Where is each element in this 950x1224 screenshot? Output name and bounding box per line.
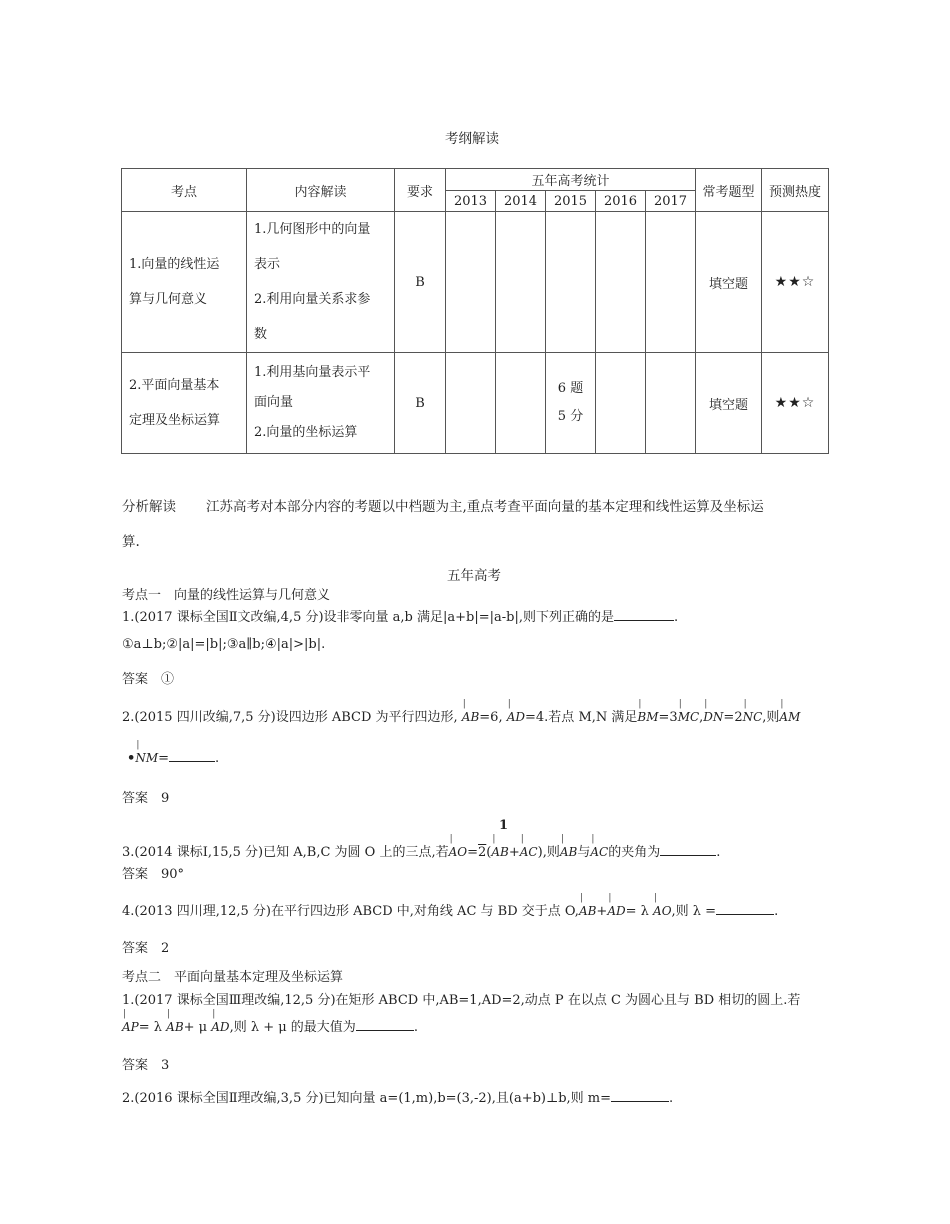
- question-2: 2.(2015 四川改编,7,5 分)设四边形 ABCD 为平行四边形, | AB=6, | AD=4.若点 M,N 满足| BM=3| MC,| DN=2| NC,则| AM: [122, 706, 800, 725]
- rating-stars: ★★☆: [762, 353, 829, 454]
- answer: 答案 90°: [122, 867, 185, 882]
- answer: 答案 3: [122, 1058, 170, 1073]
- question-2-2: 2.(2016 课标全国Ⅱ理改编,3,5 分)已知向量 a=(1,m),b=(3,-2),且(a+b)⊥b,则 m= .: [122, 1091, 674, 1106]
- question-2-1: 1.(2017 课标全国Ⅲ理改编,12,5 分)在矩形 ABCD 中,AB=1,AD=2,动点 P 在以点 C 为圆心且与 BD 相切的圆上.若: [122, 993, 801, 1008]
- question-type-cell: 填空题: [696, 353, 762, 454]
- year-cell: [496, 353, 546, 454]
- question-type-cell: 填空题: [696, 212, 762, 353]
- header-question-type: 常考题型: [696, 169, 762, 212]
- header-content: 内容解读: [247, 169, 395, 212]
- requirement-cell: B: [395, 212, 446, 353]
- answer-blank[interactable]: [169, 749, 215, 762]
- answer-blank[interactable]: [716, 902, 774, 915]
- year-cell: [546, 212, 596, 353]
- year-cell: [496, 212, 546, 353]
- year-cell: [596, 353, 646, 454]
- point2-title: 考点二 平面向量基本定理及坐标运算: [122, 970, 344, 985]
- table-row: [122, 212, 829, 353]
- analysis-label: 分析解读: [122, 499, 176, 515]
- question-4: 4.(2013 四川理,12,5 分)在平行四边形 ABCD 中,对角线 AC 与 BD 交于点 O,| AB+| AD= λ | AO,则 λ = .: [122, 900, 778, 919]
- analysis-paragraph-cont: 算.: [122, 534, 140, 550]
- answer-blank[interactable]: [356, 1018, 414, 1031]
- header-requirement: 要求: [395, 169, 446, 212]
- header-stats: 五年高考统计: [446, 169, 696, 191]
- table-row: [122, 353, 829, 454]
- answer: 答案 ①: [122, 672, 175, 687]
- header-year: 2017: [646, 191, 696, 212]
- year-cell: [646, 212, 696, 353]
- kaodian-cell: 1.向量的线性运 算与几何意义: [122, 212, 247, 353]
- answer-blank[interactable]: [611, 1089, 669, 1102]
- year-cell: [596, 212, 646, 353]
- question-options: ①a⊥b;②|a|=|b|;③a∥b;④|a|>|b|.: [122, 637, 326, 652]
- year-cell-2015: 6 题 5 分: [546, 353, 596, 454]
- header-year: 2015: [546, 191, 596, 212]
- question-2-cont: •| NM= .: [127, 749, 219, 766]
- requirement-cell: B: [395, 353, 446, 454]
- syllabus-table: [121, 168, 829, 454]
- year-cell: [646, 353, 696, 454]
- year-cell: [446, 353, 496, 454]
- analysis-paragraph: [122, 495, 764, 515]
- header-year: 2013: [446, 191, 496, 212]
- header-kaodian: 考点: [122, 169, 247, 212]
- section-title: 五年高考: [447, 568, 501, 584]
- answer: 答案 9: [122, 791, 170, 806]
- content-cell: 1.利用基向量表示平 面向量 2.向量的坐标运算: [247, 353, 395, 454]
- page-title: 考纲解读: [445, 131, 499, 147]
- analysis-text: 江苏高考对本部分内容的考题以中档题为主,重点考查平面向量的基本定理和线性运算及坐标运: [206, 499, 764, 515]
- answer-blank[interactable]: [660, 843, 716, 856]
- header-prediction: 预测热度: [762, 169, 829, 212]
- answer: 答案 2: [122, 941, 170, 956]
- answer-blank[interactable]: [614, 608, 674, 621]
- fraction-numerator: 1: [499, 818, 509, 833]
- question-2-1-cont: | AP= λ | AB+ μ | AD,则 λ + μ 的最大值为 .: [122, 1016, 418, 1035]
- year-cell: [446, 212, 496, 353]
- question-3: 3.(2014 课标Ⅰ,15,5 分)已知 A,B,C 为圆 O 上的三点,若| AO=2(| AB+| AC),则| AB与| AC的夹角为 .: [122, 841, 720, 860]
- question-1: 1.(2017 课标全国Ⅱ文改编,4,5 分)设非零向量 a,b 满足|a+b|=|a-b|,则下列正确的是 .: [122, 610, 679, 625]
- header-year: 2016: [596, 191, 646, 212]
- header-year: 2014: [496, 191, 546, 212]
- point1-title: 考点一 向量的线性运算与几何意义: [122, 588, 331, 603]
- rating-stars: ★★☆: [762, 212, 829, 353]
- content-cell: 1.几何图形中的向量 表示 2.利用向量关系求参 数: [247, 212, 395, 353]
- kaodian-cell: 2.平面向量基本 定理及坐标运算: [122, 353, 247, 454]
